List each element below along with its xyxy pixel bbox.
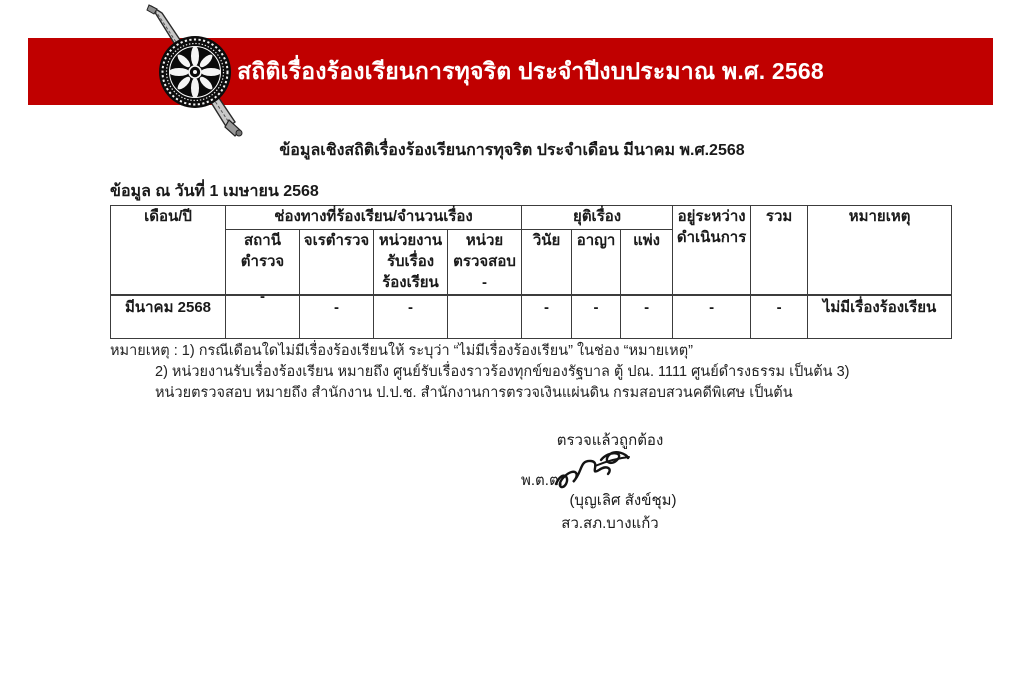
signature-image xyxy=(551,446,631,492)
col-header-total: รวม xyxy=(751,206,808,296)
signature-position: สว.สภ.บางแก้ว xyxy=(561,515,659,532)
cell-civil: - xyxy=(621,295,673,339)
header-row-groups xyxy=(111,206,952,230)
report-subtitle: ข้อมูลเชิงสถิติเรื่องร้องเรียนการทุจริต ประจำเดือน มีนาคม พ.ศ.2568 xyxy=(279,142,745,159)
col-header-civil: แพ่ง xyxy=(621,230,673,296)
col-header-disciplinary: วินัย xyxy=(522,230,572,296)
signature-name: (บุญเลิศ สังข์ชุม) xyxy=(569,492,677,509)
col-header-criminal: อาญา xyxy=(572,230,621,296)
signature-verified-text: ตรวจแล้วถูกต้อง xyxy=(556,432,664,449)
col-header-audit-unit-line1: หน่วย xyxy=(465,232,504,249)
col-header-police-station xyxy=(226,230,300,305)
cell-total: - xyxy=(751,295,808,339)
signature-rank: พ.ต.ต. xyxy=(521,472,563,489)
cell-complaint-agency: - xyxy=(374,295,448,339)
cell-in-progress: - xyxy=(673,295,751,339)
footnote-line-1: หมายเหตุ : 1) กรณีเดือนใดไม่มีเรื่องร้องเรียนให้ ระบุว่า “ไม่มีเรื่องร้องเรียน” ในช่อง “หมายเหตุ” xyxy=(110,343,693,359)
page-title: สถิติเรื่องร้องเรียนการทุจริต ประจำปีงบประมาณ พ.ศ. 2568 xyxy=(237,57,824,84)
cell-criminal: - xyxy=(572,295,621,339)
cell-remark: ไม่มีเรื่องร้องเรียน xyxy=(808,295,952,339)
col-header-month: เดือน/ปี xyxy=(111,206,226,296)
col-header-audit-unit-line3: - xyxy=(482,274,488,291)
police-station-dash: - xyxy=(260,288,265,305)
col-header-police-station-line1: สถานี xyxy=(244,232,281,249)
complaint-statistics-table xyxy=(110,205,952,339)
col-header-in-progress-line2: ดำเนินการ xyxy=(676,229,747,246)
col-header-in-progress-line1: อยู่ระหว่าง xyxy=(677,208,746,225)
col-header-in-progress xyxy=(673,206,751,296)
footnote-line-3: หน่วยตรวจสอบ หมายถึง สำนักงาน ป.ป.ช. สำนักงานการตรวจเงินแผ่นดิน กรมสอบสวนคดีพิเศษ เป็นต้น xyxy=(155,385,793,401)
col-header-complaint-agency-line3: ร้องเรียน xyxy=(382,274,439,291)
col-header-remark: หมายเหตุ xyxy=(808,206,952,296)
police-emblem-icon xyxy=(145,4,245,137)
cell-month: มีนาคม 2568 xyxy=(111,295,226,339)
col-group-resolved: ยุติเรื่อง xyxy=(522,206,673,230)
col-group-channels: ช่องทางที่ร้องเรียน/จำนวนเรื่อง xyxy=(226,206,522,230)
cell-inspector-general: - xyxy=(300,295,374,339)
col-header-complaint-agency xyxy=(374,230,448,296)
col-header-audit-unit-line2: ตรวจสอบ xyxy=(453,253,516,270)
cell-disciplinary: - xyxy=(522,295,572,339)
col-header-inspector-general: จเรตำรวจ xyxy=(300,230,374,296)
col-header-complaint-agency-line2: รับเรื่อง xyxy=(386,253,435,270)
col-header-complaint-agency-line1: หน่วยงาน xyxy=(378,232,443,249)
as-of-date: ข้อมูล ณ วันที่ 1 เมษายน 2568 xyxy=(110,183,319,200)
footnote-line-2: 2) หน่วยงานรับเรื่องร้องเรียน หมายถึง ศูนย์รับเรื่องราวร้องทุกข์ของรัฐบาล ตู้ ปณ. 1111 ศูนย์ดำรงธรรม เป็นต้น 3) xyxy=(155,364,850,380)
col-header-audit-unit xyxy=(448,230,522,296)
col-header-police-station-line2: ตำรวจ xyxy=(240,253,285,270)
cell-audit-unit xyxy=(448,295,522,339)
